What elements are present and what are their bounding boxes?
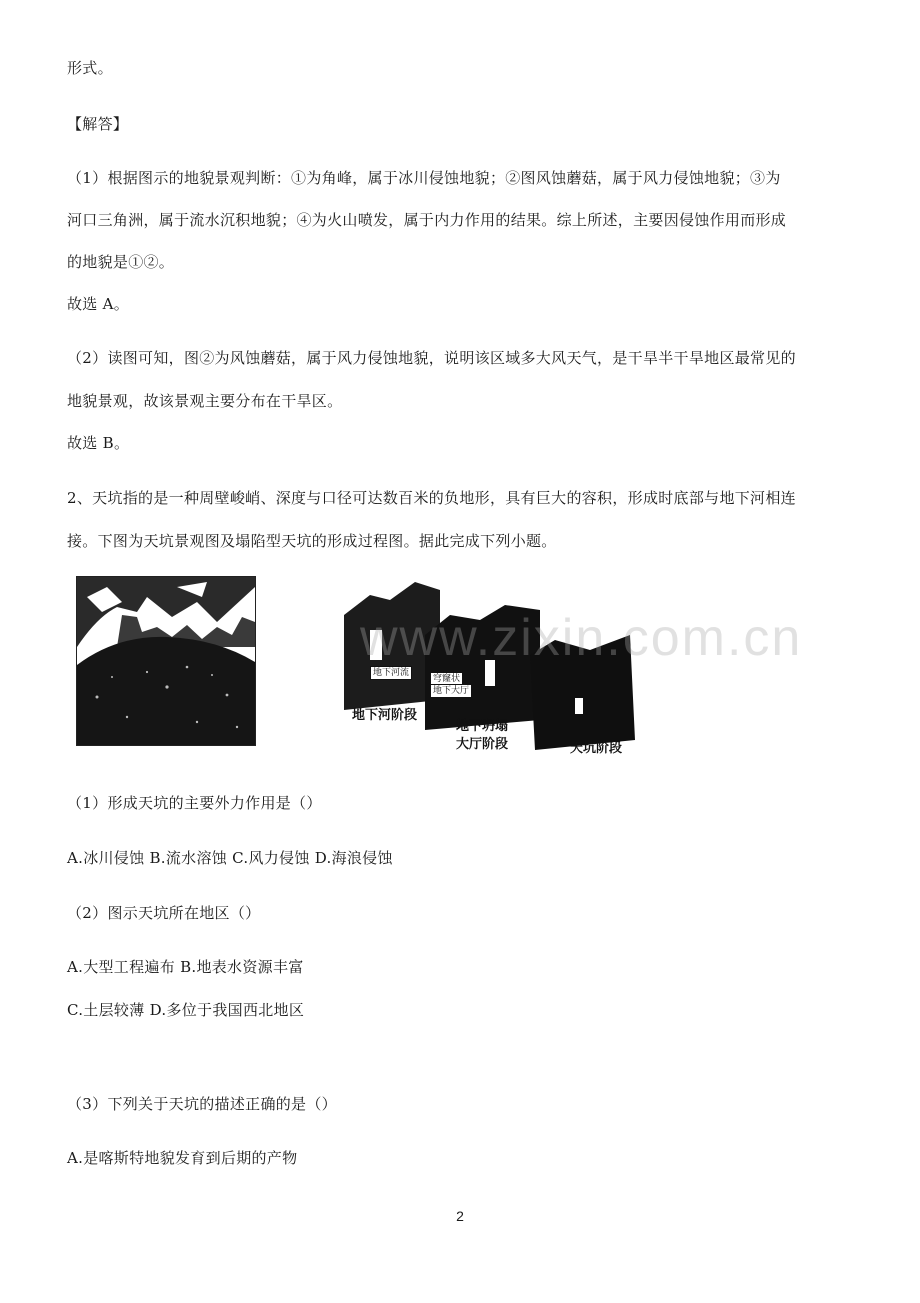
text-line: 的地貌是①②。 xyxy=(67,253,175,271)
answer-heading: 【解答】 xyxy=(67,115,129,133)
sinkhole-photo-image xyxy=(77,577,255,745)
stage-collapse-line2: 大厅阶段 xyxy=(456,737,509,752)
text-line: 形式。 xyxy=(67,59,113,77)
stage-collapse-line1: 地下坍塌 xyxy=(456,719,509,734)
text-line: 河口三角洲，属于流水沉积地貌；④为火山喷发，属于内力作用的结果。综上所述，主要因侵蚀作用而形成 xyxy=(67,211,787,229)
question-2-options-cd: C.土层较薄 D.多位于我国西北地区 xyxy=(67,1001,305,1019)
answer-choice: 故选 B。 xyxy=(67,434,130,452)
question-stem: 2、天坑指的是一种周壁峻峭、深度与口径可达数百米的负地形，具有巨大的容积，形成时底部与地下河相连 xyxy=(67,489,796,507)
question-3: （3）下列关于天坑的描述正确的是（） xyxy=(67,1095,337,1113)
text-line: 地貌景观，故该景观主要分布在干旱区。 xyxy=(67,392,343,410)
underground-river-tag: 地下河流 xyxy=(370,666,412,680)
dome-tag: 穹窿状 xyxy=(430,672,463,686)
underground-hall-tag: 地下大厅 xyxy=(430,684,472,698)
watermark: www.zixin.com.cn xyxy=(360,609,803,667)
question-3-option-a: A.是喀斯特地貌发育到后期的产物 xyxy=(67,1149,298,1167)
sinkhole-photo xyxy=(76,576,256,746)
answer-choice: 故选 A。 xyxy=(67,295,130,313)
question-stem: 接。下图为天坑景观图及塌陷型天坑的形成过程图。据此完成下列小题。 xyxy=(67,532,557,550)
question-2: （2）图示天坑所在地区（） xyxy=(67,904,261,922)
stage-sinkhole: 天坑阶段 xyxy=(570,741,623,756)
question-1: （1）形成天坑的主要外力作用是（） xyxy=(67,794,322,812)
text-line: （2）读图可知，图②为风蚀蘑菇，属于风力侵蚀地貌，说明该区域多大风天气，是干旱半干旱地区最常见的 xyxy=(67,349,796,367)
text-line: （1）根据图示的地貌景观判断：①为角峰，属于冰川侵蚀地貌；②图风蚀蘑菇，属于风力侵蚀地貌；③为 xyxy=(67,169,781,187)
page-number: 2 xyxy=(456,1208,464,1224)
question-2-options-ab: A.大型工程遍布 B.地表水资源丰富 xyxy=(67,958,304,976)
stage-underground-river: 地下河阶段 xyxy=(352,708,418,723)
question-1-options: A.冰川侵蚀 B.流水溶蚀 C.风力侵蚀 D.海浪侵蚀 xyxy=(67,849,393,867)
